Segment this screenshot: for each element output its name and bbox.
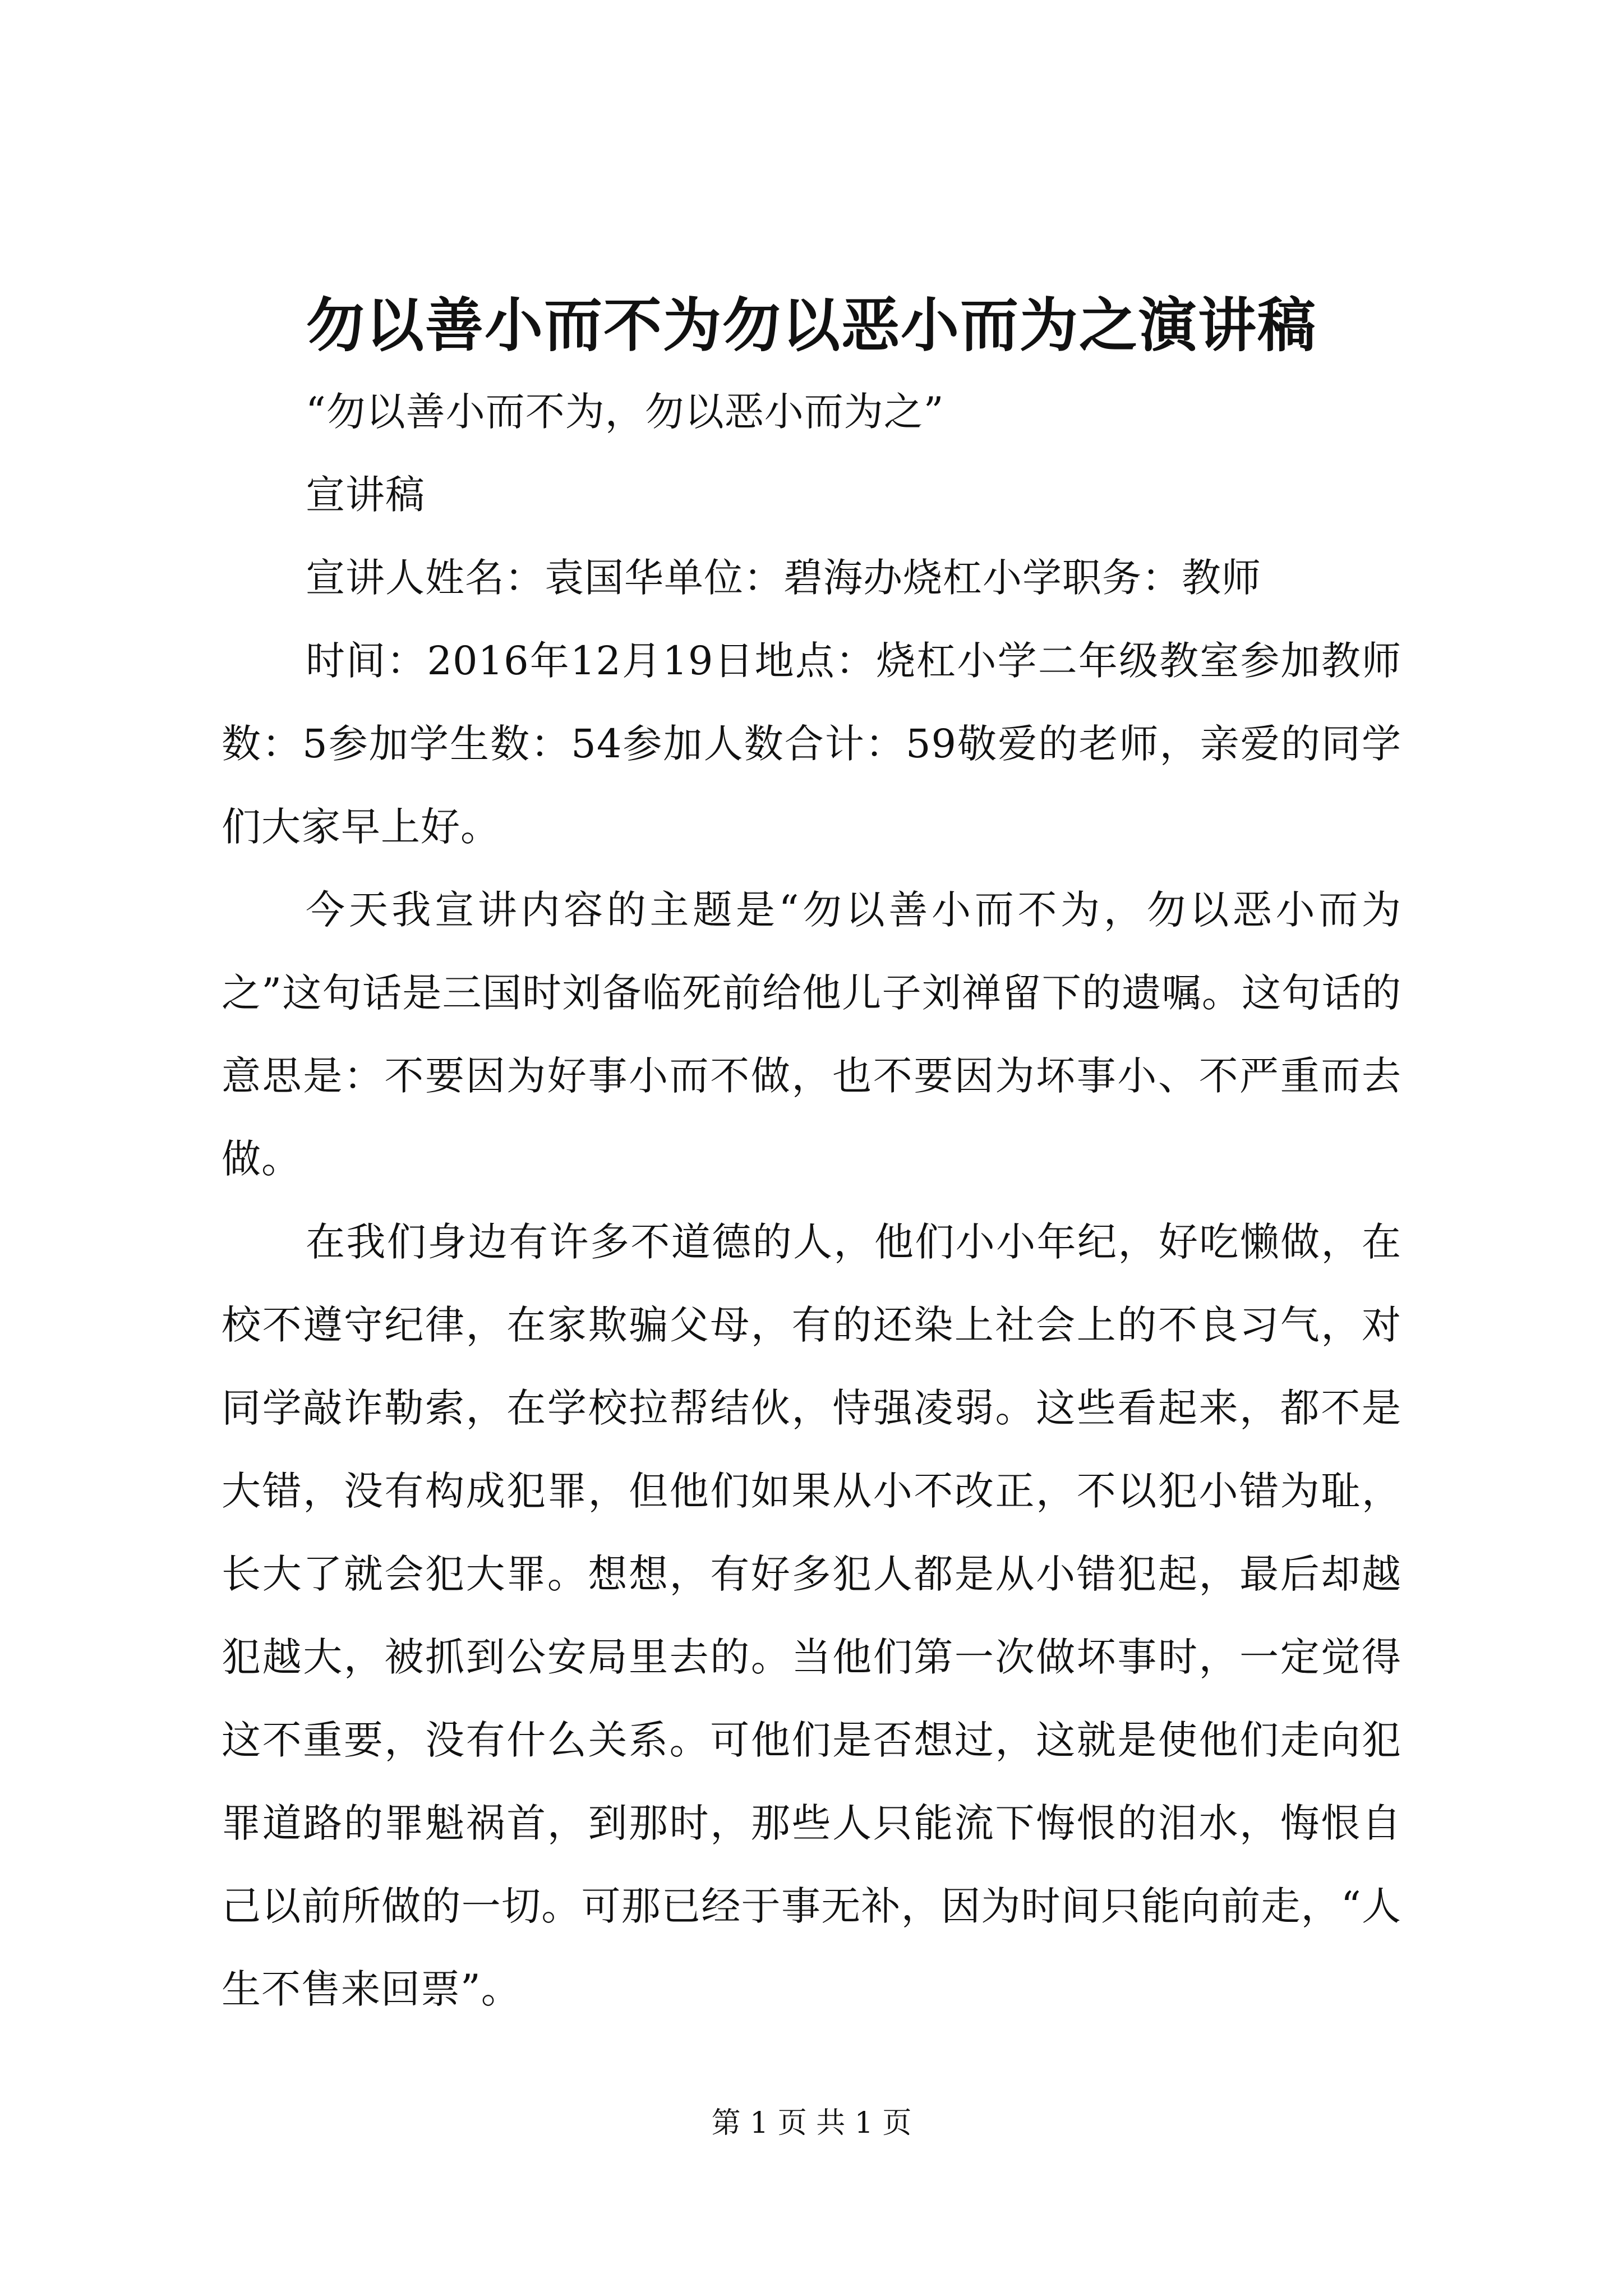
- paragraph-theme: 今天我宣讲内容的主题是“勿以善小而不为，勿以恶小而为之”这句话是三国时刘备临死前给他儿子刘禅留下的遗嘱。这句话的意思是：不要因为好事小而不做，也不要因为坏事小、不严重而去做。: [222, 887, 1401, 1182]
- paragraph-subtitle: 宣讲稿: [306, 472, 425, 518]
- document-title: 勿以善小而不为勿以恶小而为之演讲稿: [306, 291, 1317, 360]
- document-body: [222, 370, 1401, 2031]
- paragraph-speaker-info: 宣讲人姓名：袁国华单位：碧海办烧杠小学职务：教师: [306, 555, 1261, 601]
- paragraph-quote: “勿以善小而不为，勿以恶小而为之”: [306, 389, 944, 435]
- paragraph-time-place: 时间：2016年12月19日地点：烧杠小学二年级教室参加教师数：5参加学生数：54参加人数合计：59敬爱的老师，亲爱的同学们大家早上好。: [222, 638, 1401, 850]
- page-footer: 第 1 页 共 1 页: [711, 2106, 912, 2140]
- paragraph-main: 在我们身边有许多不道德的人，他们小小年纪，好吃懒做，在校不遵守纪律，在家欺骗父母，有的还染上社会上的不良习气，对同学敲诈勒索，在学校拉帮结伙，恃强凌弱。这些看起来，都不是大错，没有构成犯罪，但他们如果从小不改正，不以犯小错为耻，长大了就会犯大罪。想想，有好多犯人都是从小错犯起，最后却越犯越大，被抓到公安局里去的。当他们第一次做坏事时，一定觉得这不重要，没有什么关系。可他们是否想过，这就是使他们走向犯罪道路的罪魁祸首，到那时，那些人只能流下悔恨的泪水，悔恨自己以前所做的一切。可那已经于事无补，因为时间只能向前走，“人生不售来回票”。: [222, 1219, 1401, 2012]
